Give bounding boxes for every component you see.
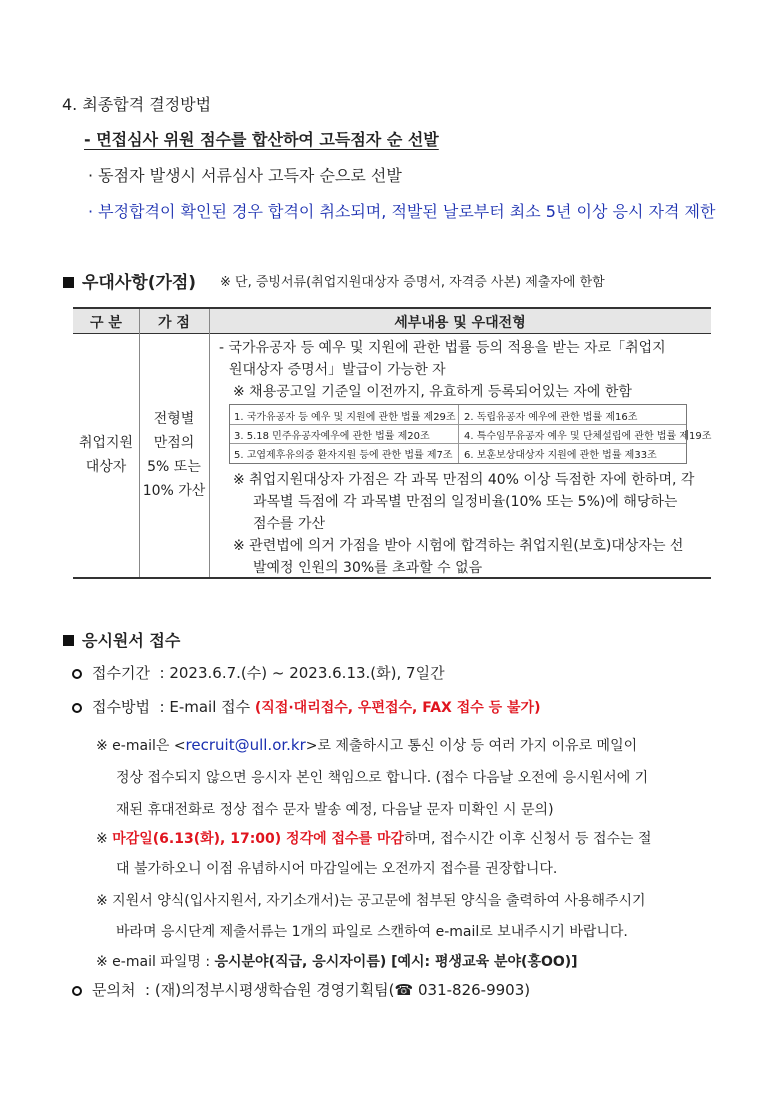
email-address[interactable]: recruit@ull.or.kr — [185, 736, 306, 754]
form-line-1: ※ 지원서 양식(입사지원서, 자기소개서)는 공고문에 첨부된 양식을 출력하여 사용해주시기 — [96, 893, 646, 909]
method-row: 접수방법 : E-mail 접수 (직접·대리접수, 우편접수, FAX 접수 등 불가) — [72, 696, 540, 717]
filename-format: 응시분야(직급, 응시자이름) [예시: 평생교육 분야(홍OO)] — [214, 954, 578, 970]
points-cell: 전형별 만점의 5% 또는 10% 가산 — [142, 411, 206, 499]
note-line-3: 점수를 가산 — [253, 516, 326, 532]
section-title: 4. 최종합격 결정방법 — [62, 95, 212, 114]
preference-note: ※ 단, 증빙서류(취업지원대상자 증명서, 자격증 사본) 제출자에 한함 — [220, 275, 605, 290]
square-bullet-icon — [63, 277, 74, 288]
email-note-line-3: 재된 휴대전화로 정상 접수 문자 발송 예정, 다음날 문자 미확인 시 문의) — [116, 802, 554, 818]
detail-line-1: - 국가유공자 등 예우 및 지원에 관한 법률 등의 적용을 받는 자로「취업지 — [219, 340, 666, 356]
deadline-line-2: 대 불가하오니 이점 유념하시어 마감일에는 오전까지 접수를 권장합니다. — [116, 861, 558, 877]
fraud-rule: · 부정합격이 확인된 경우 합격이 취소되며, 적발된 날로부터 최소 5년 이상 응시 자격 제한 — [88, 202, 716, 221]
category-cell: 취업지원 대상자 — [78, 435, 134, 475]
period-row: 접수기간 : 2023.6.7.(수) ~ 2023.6.13.(화), 7일간 — [72, 662, 445, 683]
header-details: 세부내용 및 우대전형 — [394, 315, 526, 331]
preference-heading — [63, 268, 196, 293]
email-note-line-2: 정상 접수되지 않으면 응시자 본인 책임으로 합니다. (접수 다음날 오전에 응시원서에 기 — [116, 770, 649, 786]
laws-table: 1. 국가유공자 등 예우 및 지원에 관한 법률 제29조 2. 독립유공자 예우에 관한 법률 제16조 3. 5.18 민주유공자예우에 관한 법률 제20조 4. 특수임무유공자 예우 및 단체설립에 관한 법률 제19조 5. 고엽제후유의증 환자지원 등에 관한 법률 제7조 6. 보훈보상대상자 지원에 관한 법률 제33조 — [229, 404, 687, 464]
detail-line-3: ※ 채용공고일 기준일 이전까지, 유효하게 등록되어있는 자에 한함 — [233, 384, 632, 400]
preference-table — [73, 307, 711, 579]
preference-title: 우대사항(가점) — [82, 273, 197, 293]
note-line-4: ※ 관련법에 의거 가점을 받아 시험에 합격하는 취업지원(보호)대상자는 선 — [233, 538, 684, 554]
detail-line-2: 원대상자 증명서」발급이 가능한 자 — [229, 362, 446, 378]
contact-row: 문의처 : (재)의정부시평생학습원 경영기획팀(☎ 031-826-9903) — [72, 979, 530, 1000]
circle-bullet-icon — [72, 986, 82, 996]
header-category: 구 분 — [90, 315, 122, 331]
application-heading — [63, 628, 180, 651]
method-restriction: (직접·대리접수, 우편접수, FAX 접수 등 불가) — [254, 700, 541, 716]
filename-line: ※ e-mail 파일명 : 응시분야(직급, 응시자이름) [예시: 평생교육 분야(홍OO)] — [96, 954, 578, 970]
tie-rule: · 동점자 발생시 서류심사 고득자 순으로 선발 — [88, 166, 402, 185]
deadline-highlight: 마감일(6.13(화), 17:00) 정각에 접수를 마감 — [112, 831, 404, 847]
header-points: 가 점 — [158, 315, 190, 331]
square-bullet-icon — [63, 635, 74, 646]
note-line-1: ※ 취업지원대상자 가점은 각 과목 만점의 40% 이상 득점한 자에 한하며, 각 — [233, 472, 695, 488]
note-line-2: 과목별 득점에 각 과목별 만점의 일정비율(10% 또는 5%)에 해당하는 — [253, 494, 678, 510]
note-line-5: 발예정 인원의 30%를 초과할 수 없음 — [253, 560, 483, 576]
form-line-2: 바라며 응시단계 제출서류는 1개의 파일로 스캔하여 e-mail로 보내주시기 바랍니다. — [116, 924, 628, 940]
deadline-line-1: ※ 마감일(6.13(화), 17:00) 정각에 접수를 마감하며, 접수시간 이후 신청서 등 접수는 절 — [96, 831, 652, 847]
circle-bullet-icon — [72, 669, 82, 679]
application-title: 응시원서 접수 — [82, 631, 181, 650]
selection-method: - 면접심사 위원 점수를 합산하여 고득점자 순 선발 — [84, 130, 439, 149]
email-note-line-1: ※ e-mail은 <recruit@ull.or.kr>로 제출하시고 통신 이상 등 여러 가지 이유로 메일이 — [96, 736, 638, 754]
circle-bullet-icon — [72, 703, 82, 713]
